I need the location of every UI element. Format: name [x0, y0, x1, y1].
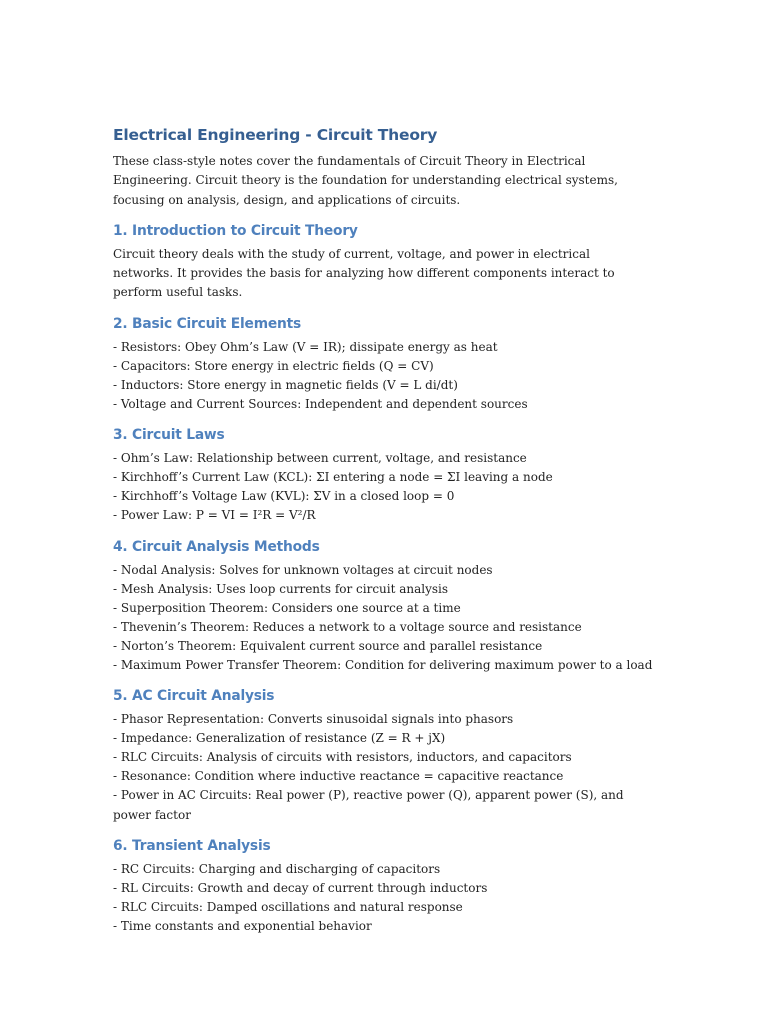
section-analysis-methods [113, 537, 653, 676]
section-heading: 3. Circuit Laws [113, 427, 225, 444]
section-introduction [113, 221, 653, 303]
section-heading: 1. Introduction to Circuit Theory [113, 222, 358, 239]
list-item: - Nodal Analysis: Solves for unknown voltages at circuit nodes [113, 562, 493, 577]
section-heading: 2. Basic Circuit Elements [113, 315, 302, 332]
list-item: - Power Law: P = VI = I²R = V²/R [113, 508, 316, 523]
list-item: - Norton’s Theorem: Equivalent current source and parallel resistance [113, 638, 543, 653]
bullet-list [113, 449, 653, 525]
list-item: - RC Circuits: Charging and discharging of capacitors [113, 861, 441, 876]
list-item: - RLC Circuits: Analysis of circuits with resistors, inductors, and capacitors [113, 750, 572, 765]
list-item: - Thevenin’s Theorem: Reduces a network to a voltage source and resistance [113, 619, 582, 634]
list-item: - Power in AC Circuits: Real power (P), reactive power (Q), apparent power (S), and power factor [113, 788, 624, 822]
intro-paragraph: These class-style notes cover the fundamentals of Circuit Theory in Electrical Engineering. Circuit theory is the foundation for understanding electrical systems, focusing on analysis, design, and applications of circuits. [113, 154, 618, 207]
bullet-list [113, 710, 653, 825]
list-item: - RL Circuits: Growth and decay of current through inductors [113, 880, 488, 895]
bullet-list [113, 338, 653, 414]
list-item: - Inductors: Store energy in magnetic fields (V = L di/dt) [113, 377, 458, 392]
list-item: - Impedance: Generalization of resistance (Z = R + jX) [113, 731, 446, 746]
section-basic-elements [113, 314, 653, 414]
list-item: - RLC Circuits: Damped oscillations and natural response [113, 899, 463, 914]
list-item: - Mesh Analysis: Uses loop currents for circuit analysis [113, 581, 449, 596]
list-item: - Resonance: Condition where inductive reactance = capacitive reactance [113, 769, 564, 784]
list-item: - Time constants and exponential behavior [113, 918, 372, 933]
list-item: - Kirchhoff’s Voltage Law (KVL): ΣV in a closed loop = 0 [113, 489, 455, 504]
section-circuit-laws [113, 425, 653, 525]
section-heading: 6. Transient Analysis [113, 837, 271, 854]
list-item: - Maximum Power Transfer Theorem: Condition for delivering maximum power to a load [113, 658, 653, 672]
section-ac-analysis [113, 686, 653, 825]
list-item: - Phasor Representation: Converts sinusoidal signals into phasors [113, 712, 514, 727]
document-title: Electrical Engineering - Circuit Theory [113, 126, 438, 144]
section-transient-analysis [113, 836, 653, 936]
document-page [113, 124, 653, 936]
section-heading: 4. Circuit Analysis Methods [113, 538, 320, 555]
bullet-list [113, 561, 653, 676]
list-item: - Capacitors: Store energy in electric fields (Q = CV) [113, 358, 434, 373]
section-heading: 5. AC Circuit Analysis [113, 688, 275, 705]
list-item: - Voltage and Current Sources: Independent and dependent sources [113, 397, 528, 412]
list-item: - Resistors: Obey Ohm’s Law (V = IR); dissipate energy as heat [113, 339, 498, 354]
section-paragraph: Circuit theory deals with the study of current, voltage, and power in electrical networks. It provides the basis for analyzing how different components interact to perform useful tasks. [113, 246, 615, 300]
list-item: - Superposition Theorem: Considers one source at a time [113, 600, 461, 615]
list-item: - Kirchhoff’s Current Law (KCL): ΣI entering a node = ΣI leaving a node [113, 470, 553, 485]
list-item: - Ohm’s Law: Relationship between current, voltage, and resistance [113, 451, 527, 466]
bullet-list [113, 860, 653, 936]
